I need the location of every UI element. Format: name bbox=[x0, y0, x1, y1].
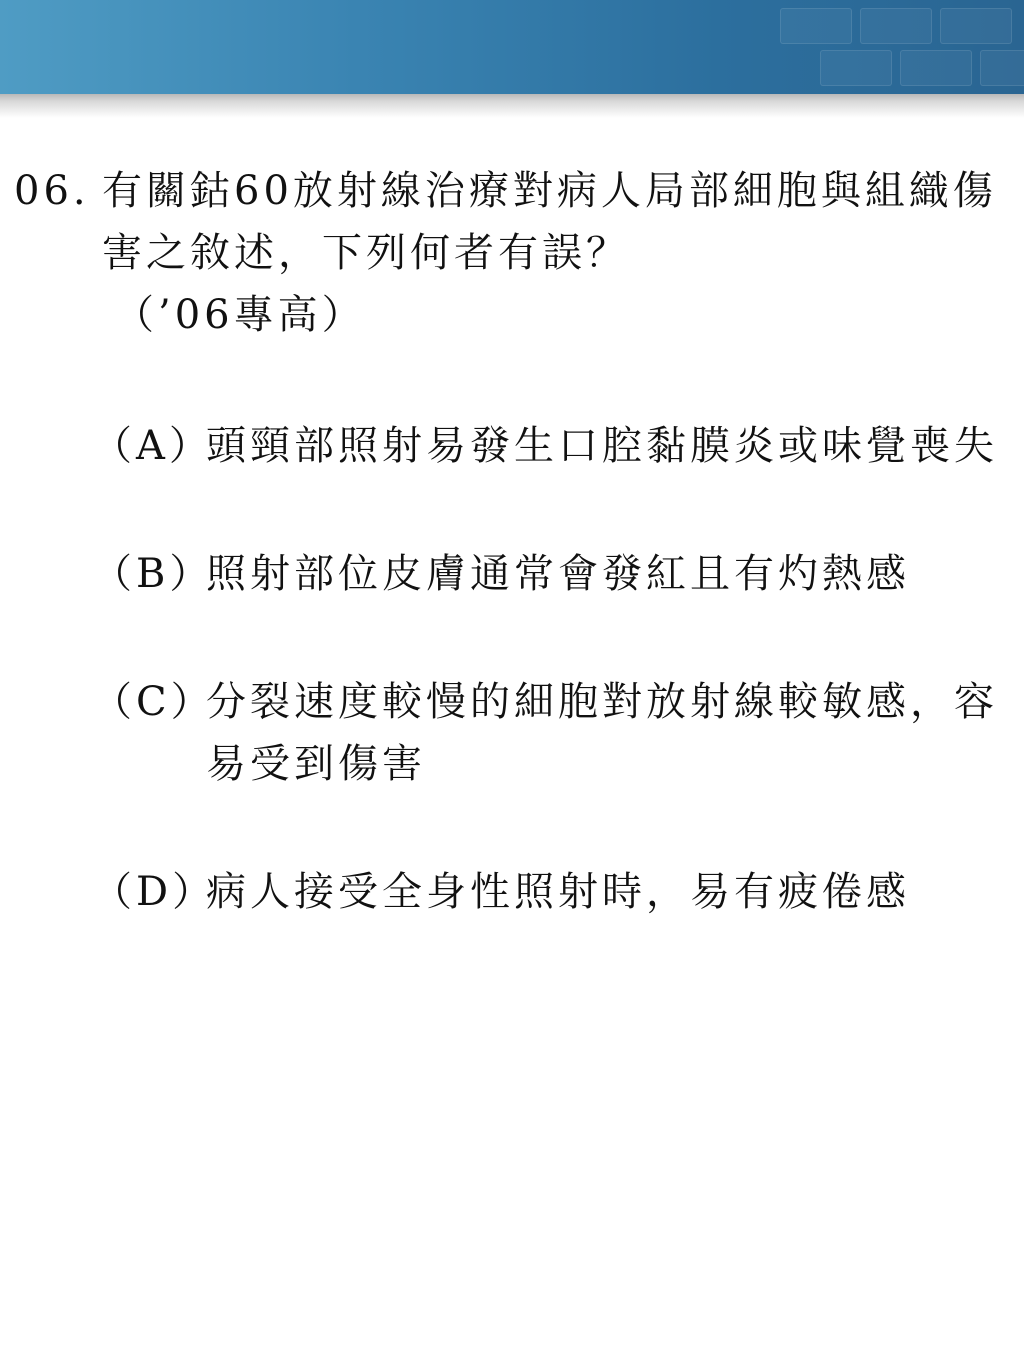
option-b bbox=[92, 543, 1002, 605]
banner-decoration bbox=[780, 8, 852, 44]
question-row bbox=[14, 160, 1004, 346]
question-source: （’06專高） bbox=[114, 292, 366, 338]
header-shadow bbox=[0, 94, 1024, 118]
option-text: 分裂速度較慢的細胞對放射線較敏感，容易受到傷害 bbox=[206, 679, 998, 787]
option-label: （D） bbox=[92, 869, 217, 915]
banner-decoration bbox=[900, 50, 972, 86]
banner-decoration bbox=[940, 8, 1012, 44]
banner-decoration bbox=[820, 50, 892, 86]
header-banner bbox=[0, 0, 1024, 94]
banner-decoration bbox=[860, 8, 932, 44]
question-text: 有關鈷60放射線治療對病人局部細胞與組織傷害之敘述，下列何者有誤？ bbox=[102, 168, 997, 276]
option-text: 病人接受全身性照射時，易有疲倦感 bbox=[206, 869, 910, 915]
question-block bbox=[14, 160, 1004, 346]
question-body bbox=[102, 160, 1004, 346]
option-text: 照射部位皮膚通常會發紅且有灼熱感 bbox=[206, 551, 910, 597]
option-d bbox=[92, 861, 1002, 923]
option-a bbox=[92, 415, 1002, 477]
question-number: 06. bbox=[14, 168, 90, 214]
option-c bbox=[92, 671, 1002, 795]
options-list bbox=[92, 415, 1002, 989]
option-label: （C） bbox=[92, 679, 215, 725]
option-label: （B） bbox=[92, 551, 214, 597]
option-text: 頭頸部照射易發生口腔黏膜炎或味覺喪失 bbox=[206, 423, 998, 469]
option-label: （A） bbox=[92, 423, 213, 469]
banner-decoration bbox=[980, 50, 1024, 86]
